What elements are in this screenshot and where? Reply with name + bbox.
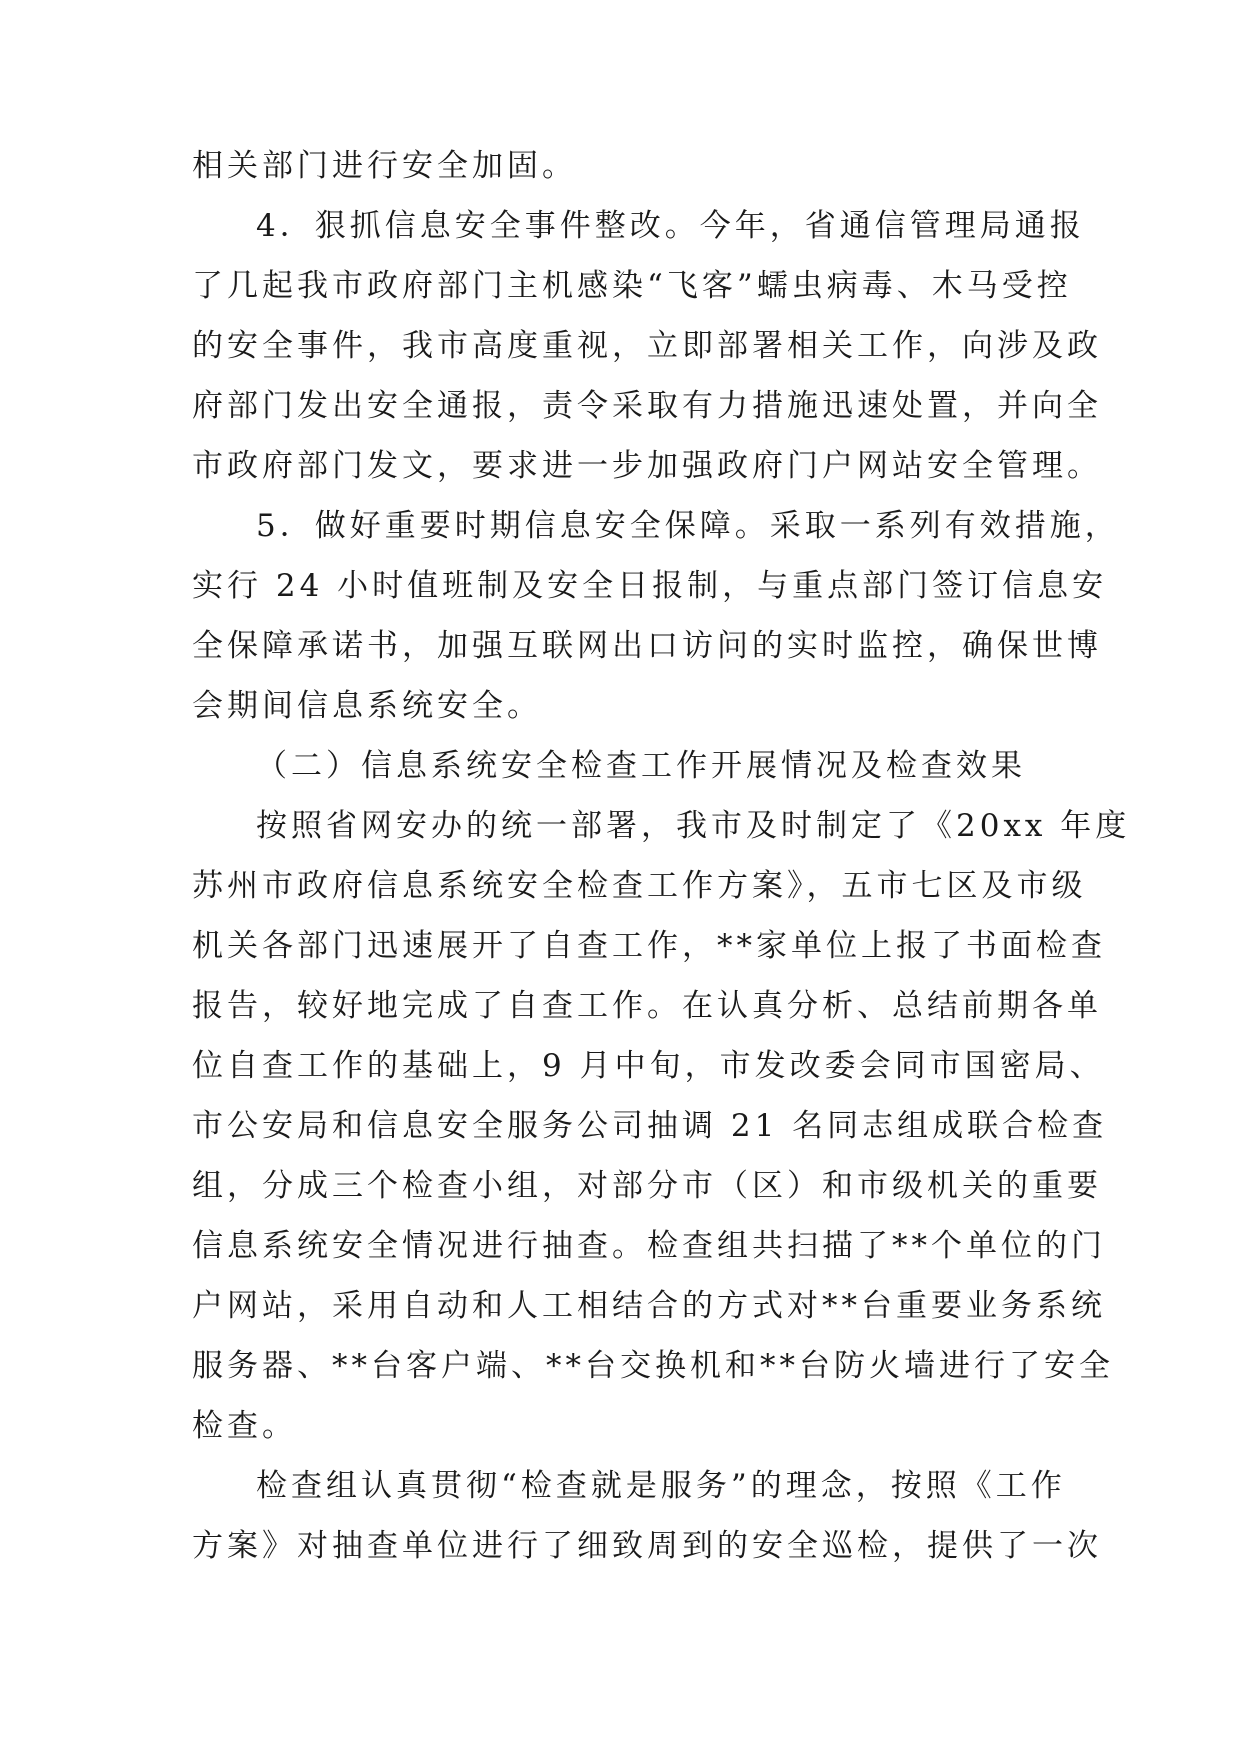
text-line-15: 报告，较好地完成了自查工作。在认真分析、总结前期各单 [192, 988, 1102, 1024]
text-line-4: 的安全事件，我市高度重视，立即部署相关工作，向涉及政 [192, 328, 1102, 364]
text-line-14: 机关各部门迅速展开了自查工作，**家单位上报了书面检查 [192, 928, 1106, 964]
text-line-9: 全保障承诺书，加强互联网出口访问的实时监控，确保世博 [192, 628, 1102, 664]
text-line-3: 了几起我市政府部门主机感染“飞客”蠕虫病毒、木马受控 [192, 268, 1072, 304]
text-line-8: 实行 24 小时值班制及安全日报制，与重点部门签订信息安 [192, 568, 1108, 604]
text-line-5: 府部门发出安全通报，责令采取有力措施迅速处置，并向全 [192, 388, 1102, 424]
text-line-18: 组，分成三个检查小组，对部分市（区）和市级机关的重要 [192, 1168, 1102, 1204]
text-line-20: 户网站，采用自动和人工相结合的方式对**台重要业务系统 [192, 1288, 1106, 1324]
text-line-1: 相关部门进行安全加固。 [192, 148, 577, 184]
text-line-17: 市公安局和信息安全服务公司抽调 21 名同志组成联合检查 [192, 1108, 1108, 1144]
text-line-6: 市政府部门发文，要求进一步加强政府门户网站安全管理。 [192, 448, 1102, 484]
section-heading: （二）信息系统安全检查工作开展情况及检查效果 [256, 748, 1026, 784]
text-line-23: 检查组认真贯彻“检查就是服务”的理念，按照《工作 [256, 1468, 1066, 1504]
text-line-10: 会期间信息系统安全。 [192, 688, 542, 724]
text-line-2: 4．狠抓信息安全事件整改。今年，省通信管理局通报 [256, 208, 1085, 244]
text-line-12: 按照省网安办的统一部署，我市及时制定了《20xx 年度 [256, 808, 1131, 844]
text-line-19: 信息系统安全情况进行抽查。检查组共扫描了**个单位的门 [192, 1228, 1106, 1264]
text-line-13: 苏州市政府信息系统安全检查工作方案》，五市七区及市级 [192, 868, 1087, 904]
text-line-7: 5．做好重要时期信息安全保障。采取一系列有效措施， [256, 508, 1120, 544]
text-line-16: 位自查工作的基础上，9 月中旬，市发改委会同市国密局、 [192, 1048, 1105, 1084]
text-line-21: 服务器、**台客户端、**台交换机和**台防火墙进行了安全 [192, 1348, 1114, 1384]
text-line-24: 方案》对抽查单位进行了细致周到的安全巡检，提供了一次 [192, 1528, 1102, 1564]
text-line-22: 检查。 [192, 1408, 297, 1444]
